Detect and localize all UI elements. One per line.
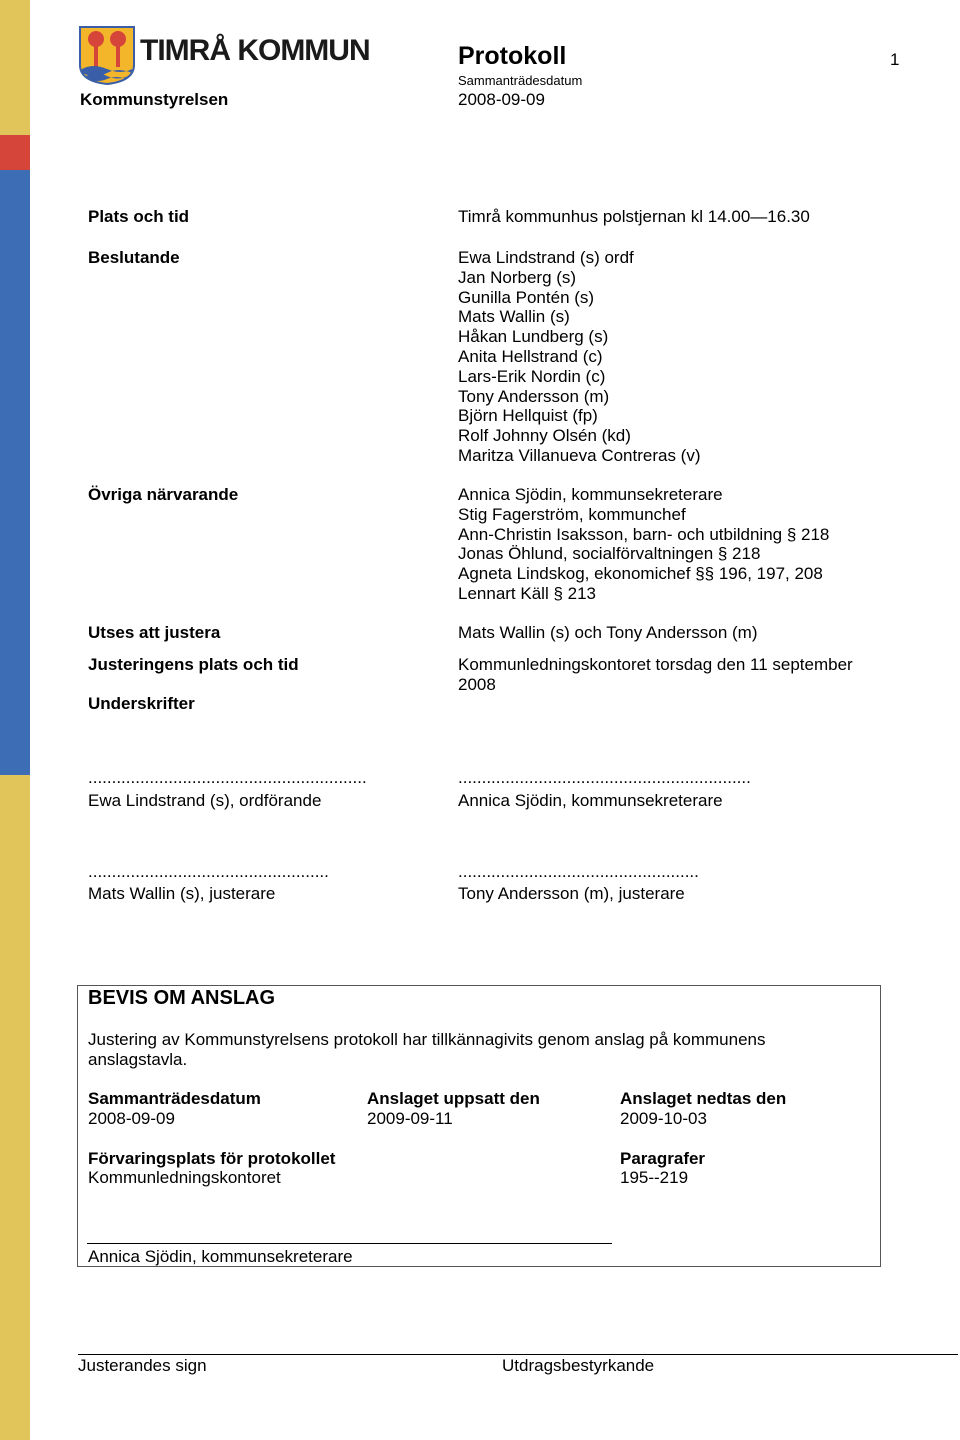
- list-item: Ewa Lindstrand (s) ordf: [458, 248, 634, 267]
- signatures-label: Underskrifter: [88, 694, 195, 713]
- others-label: Övriga närvarande: [88, 485, 239, 504]
- cert-removed-date: 2009-10-03: [620, 1109, 707, 1128]
- logo-text: TIMRÅ KOMMUN: [140, 34, 370, 67]
- list-item: Ann-Christin Isaksson, barn- och utbildning § 218: [458, 524, 830, 544]
- others-list: [458, 485, 829, 604]
- footer-adjuster-sign: Justerandes sign: [78, 1356, 207, 1375]
- list-item: Björn Hellquist (fp): [458, 406, 598, 426]
- certificate-text-line2: anslagstavla.: [88, 1050, 188, 1069]
- deciding-list: [458, 248, 701, 466]
- footer-certification: Utdragsbestyrkande: [502, 1356, 655, 1375]
- list-item: Jonas Öhlund, socialförvaltningen § 218: [458, 544, 761, 564]
- adjust-place-label: Justeringens plats och tid: [88, 655, 299, 674]
- certificate-title: BEVIS OM ANSLAG: [88, 987, 276, 1009]
- certificate-signature-line: [87, 1243, 612, 1244]
- signer-secretary: Annica Sjödin, kommunsekreterare: [458, 791, 723, 810]
- list-item: Stig Fagerström, kommunchef: [458, 504, 686, 524]
- list-item: Annica Sjödin, kommunsekreterare: [458, 485, 723, 504]
- list-item: Jan Norberg (s): [458, 267, 577, 287]
- cert-removed-label: Anslaget nedtas den: [620, 1089, 787, 1108]
- meeting-date-label: Sammanträdesdatum: [458, 73, 583, 88]
- adjust-place-line1: Kommunledningskontoret torsdag den 11 september: [458, 655, 853, 674]
- department-name: Kommunstyrelsen: [80, 90, 229, 109]
- list-item: Håkan Lundberg (s): [458, 327, 609, 347]
- signature-line: ...................................................: [88, 862, 329, 881]
- signer-chair: Ewa Lindstrand (s), ordförande: [88, 791, 322, 810]
- signature-line: ..............................................................: [458, 768, 751, 787]
- cert-storage-value: Kommunledningskontoret: [88, 1168, 281, 1187]
- list-item: Gunilla Pontén (s): [458, 287, 595, 307]
- list-item: Anita Hellstrand (c): [458, 346, 603, 366]
- list-item: Lennart Käll § 213: [458, 583, 596, 603]
- margin-strip-blue: [0, 170, 30, 775]
- list-item: Agneta Lindskog, ekonomichef §§ 196, 197, 208: [458, 564, 823, 584]
- document-title: Protokoll: [458, 42, 567, 70]
- page-number: 1: [890, 50, 900, 69]
- cert-posted-label: Anslaget uppsatt den: [367, 1089, 540, 1108]
- list-item: Maritza Villanueva Contreras (v): [458, 445, 701, 465]
- place-value: Timrå kommunhus polstjernan kl 14.00—16.30: [458, 207, 810, 226]
- signer-adjuster-2: Tony Andersson (m), justerare: [458, 884, 685, 903]
- cert-meeting-date-label: Sammanträdesdatum: [88, 1089, 261, 1108]
- signature-line: ...........................................................: [88, 768, 367, 787]
- cert-posted-date: 2009-09-11: [367, 1109, 453, 1128]
- list-item: Lars-Erik Nordin (c): [458, 366, 606, 386]
- cert-paragraphs-value: 195--219: [620, 1168, 689, 1187]
- cert-storage-label: Förvaringsplats för protokollet: [88, 1149, 336, 1168]
- deciding-label: Beslutande: [88, 248, 180, 267]
- cert-meeting-date: 2008-09-09: [88, 1109, 175, 1128]
- signature-line: ...................................................: [458, 862, 699, 881]
- meeting-date: 2008-09-09: [458, 90, 545, 109]
- footer-rule: [78, 1354, 958, 1355]
- list-item: Mats Wallin (s): [458, 307, 570, 327]
- place-label: Plats och tid: [88, 207, 190, 226]
- adjust-place-line2: 2008: [458, 675, 496, 694]
- margin-strip-red: [0, 135, 30, 170]
- list-item: Tony Andersson (m): [458, 386, 610, 406]
- certificate-box: [77, 985, 881, 1267]
- adjust-label: Utses att justera: [88, 623, 221, 642]
- certificate-text-line1: Justering av Kommunstyrelsens protokoll har tillkännagivits genom anslag på kommunens: [88, 1030, 766, 1049]
- signer-adjuster-1: Mats Wallin (s), justerare: [88, 884, 276, 903]
- certificate-signer: Annica Sjödin, kommunsekreterare: [88, 1247, 353, 1266]
- adjust-value: Mats Wallin (s) och Tony Andersson (m): [458, 623, 758, 642]
- list-item: Rolf Johnny Olsén (kd): [458, 426, 631, 446]
- cert-paragraphs-label: Paragrafer: [620, 1149, 706, 1168]
